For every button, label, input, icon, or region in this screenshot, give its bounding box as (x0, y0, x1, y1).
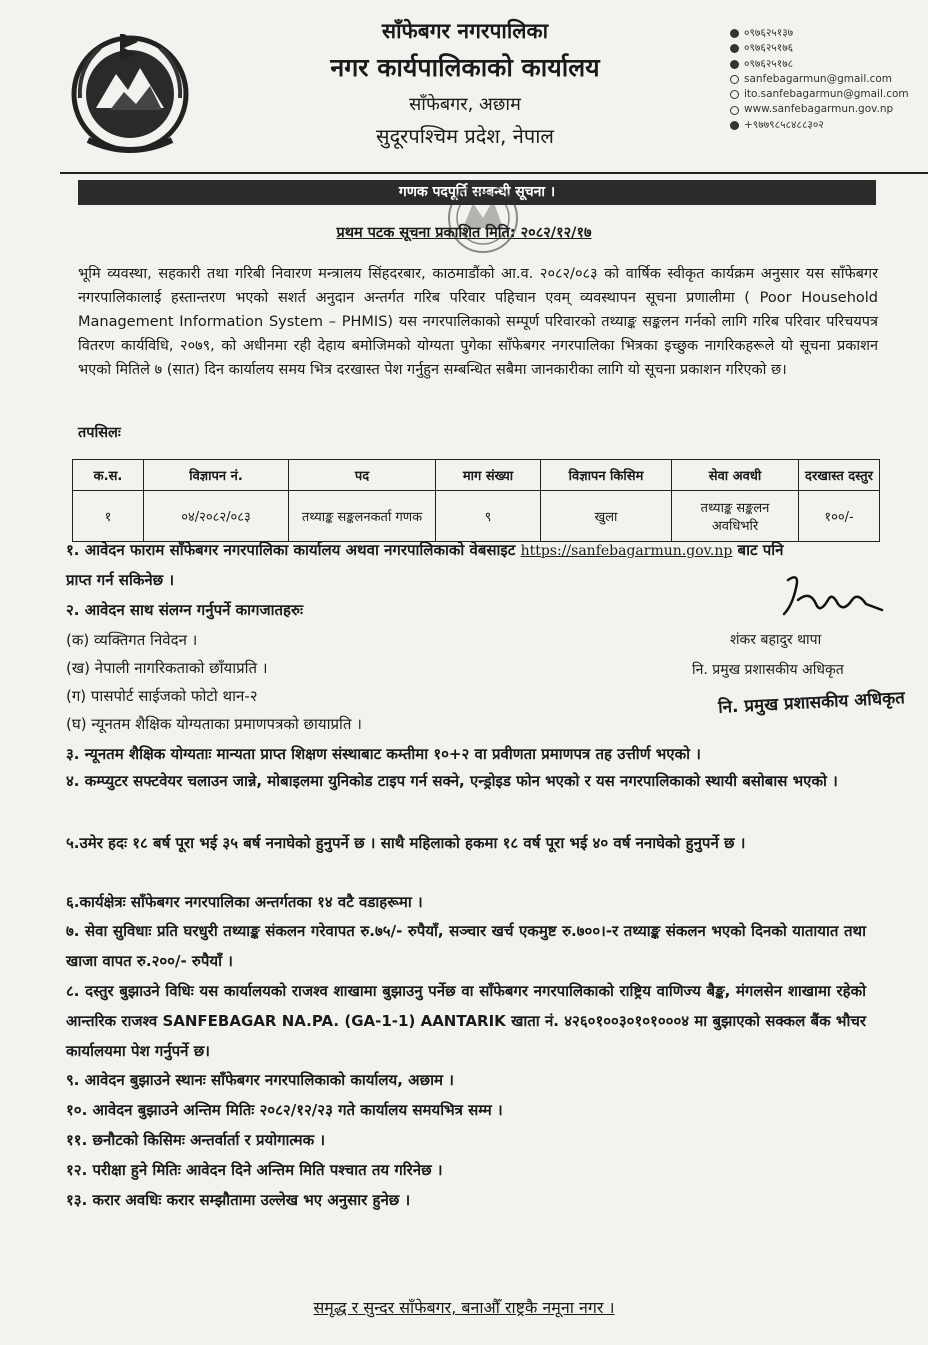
col-sn: क.स. (73, 460, 144, 491)
condition-2d: (घ) न्यूनतम शैक्षिक योग्यताका प्रमाणपत्रको छायाप्रति । (66, 715, 362, 733)
letterhead (250, 18, 680, 149)
contact-phone-1: ०९७६२५१३७ (730, 26, 920, 41)
municipality-name: साँफेबगर नगरपालिका (381, 19, 549, 43)
condition-10: १०. आवेदन बुझाउने अन्तिम मितिः २०८२/१२/२३ गते कार्यालय समयभित्र सम्म । (66, 1101, 503, 1119)
cell-sn: १ (73, 491, 144, 542)
whatsapp-icon (730, 121, 739, 130)
phone-icon (730, 60, 739, 69)
contact-list (730, 26, 920, 133)
globe-icon (730, 106, 739, 115)
notice-title: गणक पदपूर्ति सम्बन्धी सूचना । (78, 180, 876, 205)
contact-email-1: sanfebagarmun@gmail.com (730, 72, 920, 87)
col-service-period: सेवा अवधी (672, 460, 799, 491)
contact-phone-2: ०९७६२५१७६ (730, 41, 920, 56)
phone-icon (730, 29, 739, 38)
condition-2: २. आवेदन साथ संलग्न गर्नुपर्ने कागजातहरुः (66, 601, 304, 619)
intro-paragraph: भूमि व्यवस्था, सहकारी तथा गरिबी निवारण मन्त्रालय सिंहदरबार, काठमाडौंको आ.व. २०८२/०८३ को वार्षिक स्वीकृत कार्यक्रम अनुसार यस साँफेबगर नगरपालिकालाई हस्तान्तरण भएको सशर्त अनुदान अन्तर्गत गरिब परिवार पहिचान एवम् व्यवस्थापन सूचना प्रणालीमा ( Poor Household Management Information System – PHMIS) यस नगरपालिकाको सम्पूर्ण परिवारको तथ्याङ्क सङ्कलन गर्नको लागि गरिब परिवार परिचयपत्र वितरण कार्यविधि, २०७९, को अधीनमा रही देहाय बमोजिमको योग्यता पुगेका साँफेबगर नगरपालिका भित्रका इच्छुक नागरिकहरूले यो सूचना प्रकाशन भएको मितिले ७ (सात) दिन कार्यालय समय भित्र दरखास्त पेश गर्नुहुन सम्बन्धित सबैमा जानकारीका लागि यो सूचना प्रकाशन गरिएको छ। (78, 266, 878, 378)
condition-13: १३. करार अवधिः करार सम्झौतामा उल्लेख भए अनुसार हुनेछ । (66, 1191, 411, 1209)
signer-designation: नि. प्रमुख प्रशासकीय अधिकृत (692, 662, 844, 678)
col-ad-type: विज्ञापन किसिम (541, 460, 672, 491)
email-icon (730, 75, 739, 84)
cell-fee: १००/- (799, 491, 880, 542)
cell-ad-type: खुला (541, 491, 672, 542)
condition-3: ३. न्यूनतम शैक्षिक योग्यताः मान्यता प्राप्त शिक्षण संस्थाबाट कम्तीमा १०+२ वा प्रवीणता प्रमाणपत्र तह उत्तीर्ण भएको । (66, 745, 701, 763)
signer-name: शंकर बहादुर थापा (730, 632, 822, 648)
office-name: नगर कार्यपालिकाको कार्यालय (330, 53, 600, 83)
cell-service-period: तथ्याङ्क सङ्कलन अवधिभरि (672, 491, 799, 542)
province-name: सुदूरपश्चिम प्रदेश, नेपाल (376, 124, 554, 148)
designation-stamp: नि. प्रमुख प्रशासकीय अधिकृत (717, 688, 906, 718)
condition-8: ८. दस्तुर बुझाउने विधिः यस कार्यालयको राजश्व शाखामा बुझाउनु पर्नेछ वा साँफेबगर नगरपालिकाको राष्ट्रिय वाणिज्य बैङ्क, मंगलसेन शाखामा रहेको आन्तरिक राजश्व SANFEBAGAR NA.PA. (GA-1-1) AANTARIK खाता नं. ४२६०१००३०१०१०००४ मा बुझाएको सक्कल बैंक भौचर कार्यालयमा पेश गर्नुपर्ने छ। (66, 982, 866, 1060)
cell-post: तथ्याङ्क सङ्कलनकर्ता गणक (289, 491, 436, 542)
col-ad-number: विज्ञापन नं. (144, 460, 289, 491)
contact-email-2: ito.sanfebagarmun@gmail.com (730, 87, 920, 102)
condition-2c: (ग) पासपोर्ट साईजको फोटो थान-२ (66, 687, 258, 705)
table-header-row (73, 460, 880, 491)
table-row (73, 491, 880, 542)
condition-4: ४. कम्प्युटर सफ्टवेयर चलाउन जान्ने, मोबाइलमा युनिकोड टाइप गर्न सक्ने, एन्ड्रोइड फोन भएको र यस नगरपालिकाको स्थायी बसोबास भएको । (66, 772, 838, 790)
header-divider (60, 172, 928, 174)
cell-ad-number: ०४/२०८२/०८३ (144, 491, 289, 542)
phone-icon (730, 44, 739, 53)
contact-whatsapp: +९७७९८५८४८८३०२ (730, 118, 920, 133)
condition-5: ५.उमेर हदः १८ बर्ष पूरा भई ३५ बर्ष ननाघेको हुनुपर्ने छ । साथै महिलाको हकमा १८ वर्ष पूरा भई ४० वर्ष ननाघेको हुनुपर्ने छ । (66, 834, 746, 852)
municipality-logo (66, 28, 194, 156)
condition-7: ७. सेवा सुविधाः प्रति घरधुरी तथ्याङ्क संकलन गरेवापत रु.७५/- रुपैयाँ, सञ्चार खर्च एकमुष्ट रु.७००।-र तथ्याङ्क संकलन भएको दिनको यातायात तथा खाजा वापत रु.२००/- रुपैयाँ । (66, 922, 866, 970)
email-icon (730, 90, 739, 99)
condition-12: १२. परीक्षा हुने मितिः आवेदन दिने अन्तिम मिति पश्चात तय गरिनेछ । (66, 1161, 443, 1179)
footer-slogan: समृद्ध र सुन्दर साँफेबगर, बनाऔँ राष्ट्रकै नमूना नगर । (313, 1298, 615, 1317)
cell-demand: ९ (436, 491, 541, 542)
signature-mark (770, 570, 890, 622)
website-link[interactable]: https://sanfebagarmun.gov.np (520, 543, 733, 559)
office-location: साँफेबगर, अछाम (409, 93, 521, 115)
condition-1: १. आवेदन फाराम साँफेबगर नगरपालिका कार्यालय अथवा नगरपालिकाको वेबसाइट https://sanfebagarmun.gov.np बाट पनि (66, 541, 784, 559)
condition-2a: (क) व्यक्तिगत निवेदन । (66, 631, 198, 649)
condition-9: ९. आवेदन बुझाउने स्थानः साँफेबगर नगरपालिकाको कार्यालय, अछाम । (66, 1071, 454, 1089)
col-post: पद (289, 460, 436, 491)
condition-1-cont: प्राप्त गर्न सकिनेछ । (66, 571, 175, 589)
vacancy-table (72, 459, 880, 542)
col-fee: दरखास्त दस्तुर (799, 460, 880, 491)
contact-website: www.sanfebagarmun.gov.np (730, 102, 920, 117)
condition-11: ११. छनौटको किसिमः अन्तर्वार्ता र प्रयोगात्मक । (66, 1131, 326, 1149)
notice-publish-date: प्रथम पटक सूचना प्रकाशित मिति: २०८२/१२/१७ (336, 225, 592, 241)
condition-2b: (ख) नेपाली नागरिकताको छाँयाप्रति । (66, 659, 268, 677)
col-demand: माग संख्या (436, 460, 541, 491)
details-label: तपसिलः (78, 425, 121, 441)
contact-phone-3: ०९७६२५१७८ (730, 57, 920, 72)
condition-6: ६.कार्यक्षेत्रः साँफेबगर नगरपालिका अन्तर्गतका १४ वटै वडाहरूमा । (66, 893, 423, 911)
